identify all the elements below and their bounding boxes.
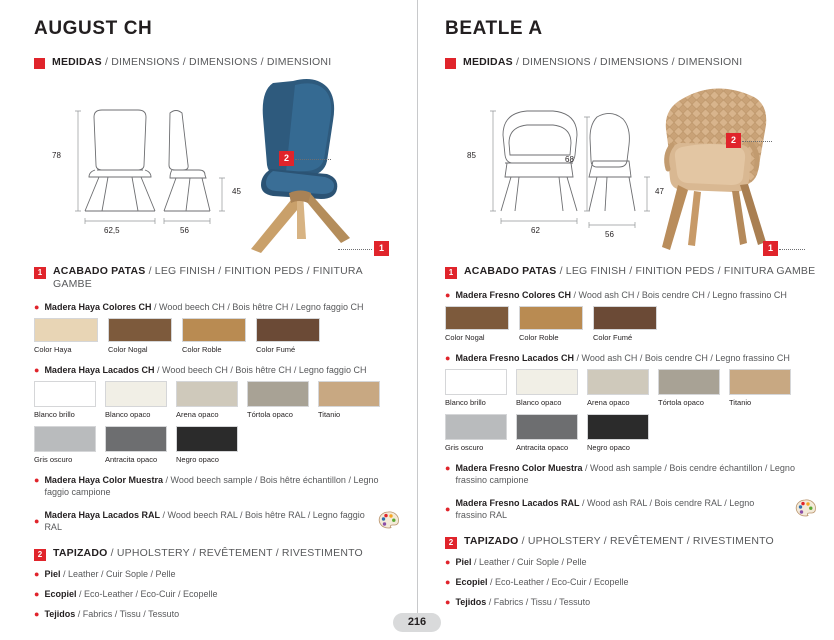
dimension-label-width-left: 62,5	[104, 226, 120, 235]
chair-illustration-beige	[620, 73, 810, 258]
section-title-measures-right: MEDIDAS	[463, 56, 513, 68]
finish-group-name-left-0: Madera Haya Colores CH	[44, 302, 152, 312]
bullet-dot-icon: ●	[445, 597, 451, 607]
dimension-label-height-left: 78	[52, 151, 61, 160]
swatch-label: Color Nogal	[108, 345, 148, 354]
bullet-dot-icon: ●	[34, 365, 40, 375]
swatch-label: Tórtola opaco	[247, 410, 293, 419]
swatch-label: Arena opaco	[176, 410, 219, 419]
finish-group-heading-wood-colors-left	[34, 301, 399, 313]
bullet-dot-icon: ●	[34, 609, 40, 619]
finish-group-heading-wood-colors-right	[445, 289, 816, 301]
swatch-item[interactable]	[587, 369, 649, 407]
bullet-dot-icon: ●	[445, 290, 451, 300]
section-title-upholstery-right: TAPIZADO	[464, 535, 519, 547]
swatch-chip-color-roble[interactable]	[182, 318, 246, 342]
section-marker-2-right: 2	[445, 537, 457, 549]
list-item	[445, 576, 816, 588]
swatch-chip-arena-opaco[interactable]	[176, 381, 238, 407]
finish-group-name-left-1: Madera Haya Lacados CH	[44, 365, 155, 375]
upholstery-list-right	[445, 556, 816, 608]
bullet-dot-icon: ●	[34, 515, 40, 526]
callout-leader-1-left	[338, 249, 372, 250]
section-marker-1-right: 1	[445, 267, 457, 279]
swatch-item[interactable]	[519, 306, 583, 342]
product-column-beatle-a	[417, 0, 834, 640]
section-title-measures-left: MEDIDAS	[52, 56, 102, 68]
diagram-area-right	[445, 73, 816, 253]
bullet-dot-icon: ●	[34, 302, 40, 312]
section-header-leg-finish-left	[34, 265, 399, 291]
swatch-row-lacquered-left-1	[34, 381, 399, 419]
swatch-chip-color-roble[interactable]	[519, 306, 583, 330]
dimension-label-side-height-right: 68	[565, 155, 574, 164]
swatch-item[interactable]	[445, 369, 507, 407]
finish-group-translations-left-1: / Wood beech CH / Bois hêtre CH / Legno faggio CH	[157, 365, 367, 375]
color-palette-icon	[377, 511, 399, 531]
swatch-label: Arena opaco	[587, 398, 630, 407]
diagram-area-left	[34, 73, 399, 253]
swatch-item[interactable]	[108, 318, 172, 354]
finish-sample-line-left	[34, 474, 399, 498]
swatch-item[interactable]	[729, 369, 791, 407]
swatch-chip-blanco-opaco[interactable]	[105, 381, 167, 407]
swatch-chip-tortola-opaco[interactable]	[247, 381, 309, 407]
upholstery-list-left	[34, 568, 399, 620]
finish-ral-line-left	[34, 509, 399, 533]
swatch-chip-tortola-opaco[interactable]	[658, 369, 720, 395]
swatch-item[interactable]	[516, 414, 578, 452]
swatch-chip-blanco-brillo[interactable]	[34, 381, 96, 407]
swatch-label: Color Roble	[182, 345, 222, 354]
section-header-upholstery-left	[34, 547, 399, 561]
swatch-item[interactable]	[445, 306, 509, 342]
swatch-label: Gris oscuro	[34, 455, 73, 464]
list-item	[34, 568, 399, 580]
callout-leader-2-right	[742, 141, 772, 142]
upholstery-name-left-0: Piel	[44, 569, 61, 579]
swatch-chip-titanio[interactable]	[318, 381, 380, 407]
swatch-item[interactable]	[658, 369, 720, 407]
section-title-leg-finish-left: ACABADO PATAS	[53, 265, 146, 277]
callout-marker-2-left: 2	[279, 151, 294, 166]
upholstery-translations-left-0: / Leather / Cuir Sople / Pelle	[62, 569, 176, 579]
swatch-item[interactable]	[34, 426, 96, 464]
swatch-row-lacquered-right-2	[445, 414, 816, 452]
dimension-label-width-right: 62	[531, 226, 540, 235]
list-item	[445, 556, 816, 568]
finish-group-heading-lacquered-left	[34, 364, 399, 376]
swatch-row-lacquered-right-1	[445, 369, 816, 407]
swatch-item[interactable]	[182, 318, 246, 354]
dimension-label-height-right: 85	[467, 151, 476, 160]
list-item	[34, 588, 399, 600]
swatch-item[interactable]	[176, 381, 238, 419]
finish-group-name-right-0: Madera Fresno Colores CH	[455, 290, 571, 300]
product-photo-august-ch	[209, 73, 399, 253]
callout-marker-1-left: 1	[374, 241, 389, 256]
page-title-right: BEATLE A	[445, 18, 543, 39]
bullet-dot-icon: ●	[34, 589, 40, 599]
section-title-measures-right-translations: / DIMENSIONS / DIMENSIONS / DIMENSIONI	[515, 56, 743, 68]
callout-leader-2-left	[295, 159, 331, 160]
swatch-item[interactable]	[105, 381, 167, 419]
swatch-chip-gris-oscuro[interactable]	[34, 426, 96, 452]
swatch-label: Color Fumé	[256, 345, 296, 354]
page-number-badge: 216	[393, 613, 441, 632]
swatch-item[interactable]	[34, 381, 96, 419]
swatch-label: Titanio	[318, 410, 341, 419]
swatch-label: Color Roble	[519, 333, 559, 342]
upholstery-name-right-0: Piel	[455, 557, 472, 567]
swatch-chip-color-haya[interactable]	[34, 318, 98, 342]
finish-sample-translations-right: / Wood ash sample / Bois cendre échantillon / Legno frassino campione	[455, 463, 795, 485]
swatch-chip-color-nogal[interactable]	[108, 318, 172, 342]
finish-group-translations-right-1: / Wood ash CH / Bois cendre CH / Legno frassino CH	[576, 353, 790, 363]
section-marker-2-left: 2	[34, 549, 46, 561]
finish-ral-line-right	[445, 497, 816, 521]
swatch-label: Blanco brillo	[34, 410, 75, 419]
section-header-measures-right	[445, 56, 816, 69]
callout-leader-1-right	[779, 249, 805, 250]
section-title-measures-left-translations: / DIMENSIONS / DIMENSIONS / DIMENSIONI	[104, 56, 332, 68]
upholstery-name-left-2: Tejidos	[44, 609, 76, 619]
swatch-item[interactable]	[318, 381, 380, 419]
upholstery-translations-right-2: / Fabrics / Tissu / Tessuto	[488, 597, 591, 607]
swatch-chip-color-fume[interactable]	[593, 306, 657, 330]
red-square-marker-icon	[34, 58, 45, 69]
bullet-dot-icon: ●	[445, 557, 451, 567]
dimension-label-depth-right: 56	[605, 230, 614, 239]
swatch-chip-color-fume[interactable]	[256, 318, 320, 342]
finish-ral-translations-right: / Wood ash RAL / Bois cendre RAL / Legno frassino RAL	[455, 498, 755, 520]
product-photo-beatle-a	[620, 73, 810, 253]
swatch-item[interactable]	[105, 426, 167, 464]
swatch-item[interactable]	[445, 414, 507, 452]
swatch-label: Negro opaco	[176, 455, 219, 464]
finish-group-name-right-1: Madera Fresno Lacados CH	[455, 353, 574, 363]
upholstery-name-right-2: Tejidos	[455, 597, 487, 607]
swatch-label: Antracita opaco	[516, 443, 569, 452]
callout-marker-1-right: 1	[763, 241, 778, 256]
upholstery-translations-right-1: / Eco-Leather / Eco-Cuir / Ecopelle	[489, 577, 629, 587]
section-header-measures-left	[34, 56, 399, 69]
section-title-leg-finish-left-translations: / LEG FINISH / FINITION PEDS / FINITURA GAMBE	[53, 265, 363, 290]
swatch-chip-antracita-opaco[interactable]	[516, 414, 578, 440]
swatch-label: Color Haya	[34, 345, 72, 354]
dimension-label-depth-left: 56	[180, 226, 189, 235]
finish-ral-name-right: Madera Fresno Lacados RAL	[455, 498, 580, 508]
list-item	[34, 608, 399, 620]
color-palette-icon	[794, 499, 816, 519]
page-title-left: AUGUST CH	[34, 18, 153, 39]
upholstery-translations-left-2: / Fabrics / Tissu / Tessuto	[77, 609, 180, 619]
bullet-dot-icon: ●	[445, 463, 451, 473]
swatch-chip-titanio[interactable]	[729, 369, 791, 395]
finish-group-translations-right-0: / Wood ash CH / Bois cendre CH / Legno frassino CH	[573, 290, 787, 300]
finish-sample-translations-left: / Wood beech sample / Bois hêtre échantillon / Legno faggio campione	[44, 475, 379, 497]
swatch-label: Titanio	[729, 398, 752, 407]
swatch-row-wood-colors-right	[445, 306, 816, 342]
swatch-row-wood-colors-left	[34, 318, 399, 354]
dimension-label-seat-height-right: 47	[655, 187, 664, 196]
upholstery-translations-right-0: / Leather / Cuir Sople / Pelle	[473, 557, 587, 567]
finish-group-heading-lacquered-right	[445, 352, 816, 364]
upholstery-name-left-1: Ecopiel	[44, 589, 77, 599]
swatch-item[interactable]	[34, 318, 98, 354]
list-item	[445, 596, 816, 608]
swatch-label: Antracita opaco	[105, 455, 158, 464]
bullet-dot-icon: ●	[34, 475, 40, 485]
red-square-marker-icon	[445, 58, 456, 69]
section-title-leg-finish-right: ACABADO PATAS	[464, 265, 557, 277]
section-title-upholstery-left-translations: / UPHOLSTERY / REVÊTEMENT / RIVESTIMENTO	[110, 547, 363, 559]
swatch-label: Tórtola opaco	[658, 398, 704, 407]
finish-group-translations-left-0: / Wood beech CH / Bois hêtre CH / Legno faggio CH	[154, 302, 364, 312]
section-header-leg-finish-right	[445, 265, 816, 279]
swatch-chip-blanco-opaco[interactable]	[516, 369, 578, 395]
finish-sample-name-left: Madera Haya Color Muestra	[44, 475, 163, 485]
callout-marker-2-right: 2	[726, 133, 741, 148]
swatch-item[interactable]	[176, 426, 238, 464]
section-title-upholstery-right-translations: / UPHOLSTERY / REVÊTEMENT / RIVESTIMENTO	[521, 535, 774, 547]
bullet-dot-icon: ●	[34, 569, 40, 579]
swatch-item[interactable]	[593, 306, 657, 342]
swatch-item[interactable]	[516, 369, 578, 407]
section-title-leg-finish-right-translations: / LEG FINISH / FINITION PEDS / FINITURA GAMBE	[559, 265, 816, 277]
swatch-chip-negro-opaco[interactable]	[176, 426, 238, 452]
swatch-label: Gris oscuro	[445, 443, 484, 452]
bullet-dot-icon: ●	[445, 503, 451, 514]
bullet-dot-icon: ●	[445, 577, 451, 587]
swatch-chip-negro-opaco[interactable]	[587, 414, 649, 440]
bullet-dot-icon: ●	[445, 353, 451, 363]
section-marker-1-left: 1	[34, 267, 46, 279]
finish-ral-name-left: Madera Haya Lacados RAL	[44, 510, 160, 520]
swatch-item[interactable]	[247, 381, 309, 419]
swatch-label: Color Nogal	[445, 333, 485, 342]
swatch-label: Blanco opaco	[516, 398, 562, 407]
dimension-label-seat-height-left: 45	[232, 187, 241, 196]
swatch-label: Blanco opaco	[105, 410, 151, 419]
upholstery-name-right-1: Ecopiel	[455, 577, 488, 587]
finish-sample-name-right: Madera Fresno Color Muestra	[455, 463, 583, 473]
section-header-upholstery-right	[445, 535, 816, 549]
swatch-label: Negro opaco	[587, 443, 630, 452]
finish-sample-line-right	[445, 462, 816, 486]
swatch-row-lacquered-left-2	[34, 426, 399, 464]
upholstery-translations-left-1: / Eco-Leather / Eco-Cuir / Ecopelle	[78, 589, 218, 599]
swatch-chip-antracita-opaco[interactable]	[105, 426, 167, 452]
swatch-chip-color-nogal[interactable]	[445, 306, 509, 330]
swatch-item[interactable]	[587, 414, 649, 452]
swatch-chip-gris-oscuro[interactable]	[445, 414, 507, 440]
swatch-item[interactable]	[256, 318, 320, 354]
swatch-label: Color Fumé	[593, 333, 633, 342]
chair-illustration-blue	[209, 73, 399, 258]
swatch-chip-blanco-brillo[interactable]	[445, 369, 507, 395]
swatch-label: Blanco brillo	[445, 398, 486, 407]
section-title-upholstery-left: TAPIZADO	[53, 547, 108, 559]
swatch-chip-arena-opaco[interactable]	[587, 369, 649, 395]
finish-ral-translations-left: / Wood beech RAL / Bois hêtre RAL / Legno faggio RAL	[44, 510, 365, 532]
